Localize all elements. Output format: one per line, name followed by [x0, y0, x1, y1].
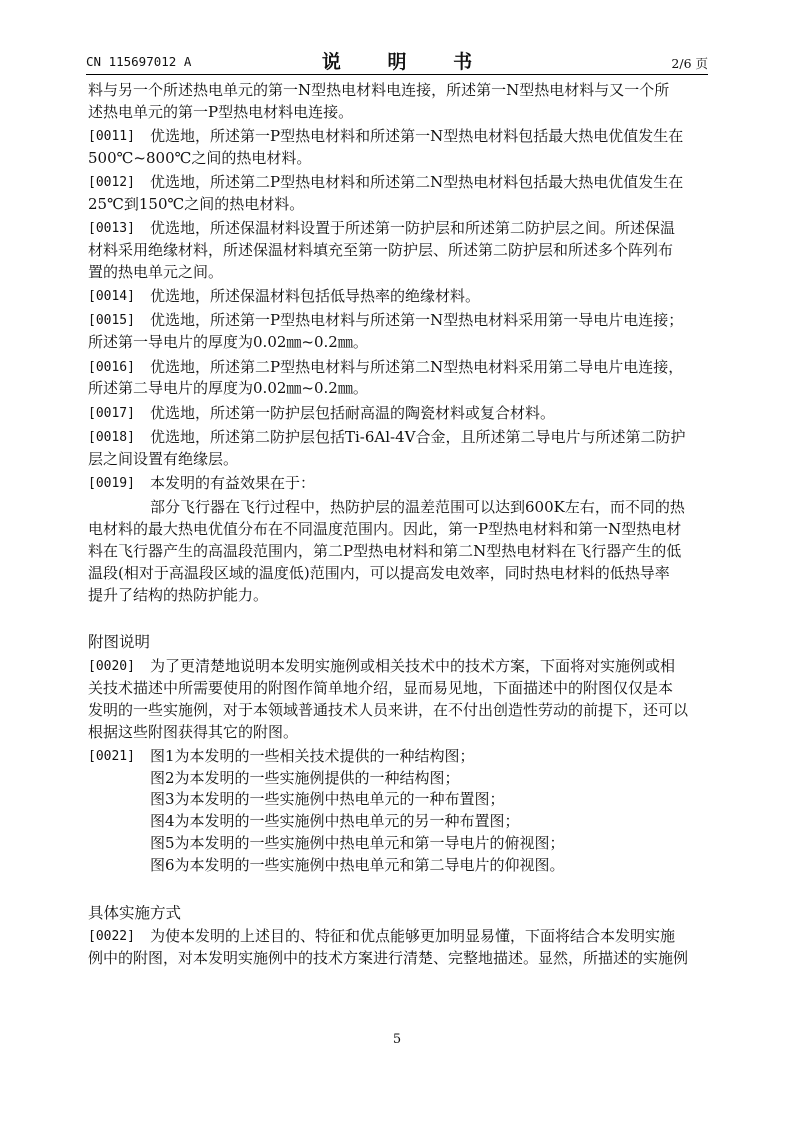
numbered-paragraph [88, 473, 708, 495]
paragraph-number: [0011] [88, 129, 135, 145]
text-line: 根据这些附图获得其它的附图。 [88, 722, 299, 741]
text-line: 优选地，所述第二P型热电材料与所述第二N型热电材料采用第二导电片电连接， [150, 357, 684, 376]
text-line: 为使本发明的上述目的、特征和优点能够更加明显易懂，下面将结合本发明实施 [150, 927, 676, 946]
text-line: 500℃~800℃之间的热电材料。 [88, 148, 312, 167]
text-line: 优选地，所述第一P型热电材料和所述第一N型热电材料包括最大热电优值发生在 [150, 127, 684, 146]
text-line: 所述第二导电片的厚度为0.02㎜~0.2㎜。 [88, 379, 368, 398]
paragraph-number: [0013] [88, 221, 135, 237]
text-line: 优选地，所述第二防护层包括Ti-6Al-4V合金，且所述第二导电片与所述第二防护 [150, 427, 686, 446]
paragraph-list [88, 126, 708, 495]
figure-caption-3: 图3为本发明的一些实施例中热电单元的一种布置图； [150, 790, 505, 809]
document-title: 说 明 书 [321, 51, 493, 73]
text-line: 层之间设置有绝缘层。 [88, 449, 239, 468]
header-rule [86, 74, 708, 75]
section-heading-figures: 附图说明 [88, 633, 151, 652]
text-line: 优选地，所述第一防护层包括耐高温的陶瓷材料或复合材料。 [150, 403, 556, 422]
numbered-paragraph [88, 357, 708, 401]
paragraph-0022 [88, 926, 708, 970]
text-line: 关技术描述中所需要使用的附图作简单地介绍，显而易见地，下面描述中的附图仅仅是本 [88, 678, 674, 697]
numbered-paragraph [88, 427, 708, 471]
paragraph-number: [0014] [88, 289, 135, 305]
figure-caption-5: 图5为本发明的一些实施例中热电单元和第一导电片的俯视图； [150, 834, 565, 852]
text-line: 述热电单元的第一P型热电材料电连接。 [88, 102, 354, 121]
paragraph-number: [0016] [88, 359, 135, 375]
numbered-paragraph [88, 218, 708, 283]
text-line: 置的热电单元之间。 [88, 262, 224, 281]
numbered-paragraph [88, 172, 708, 216]
page-number: 5 [392, 1032, 402, 1047]
text-line: 料在飞行器产生的高温段范围内，第二P型热电材料和第二N型热电材料在飞行器产生的低 [88, 541, 682, 560]
text-line: 优选地，所述保温材料包括低导热率的绝缘材料。 [150, 287, 481, 306]
text-line: 本发明的有益效果在于： [150, 474, 316, 493]
paragraph-number: [0019] [88, 476, 135, 492]
text-line: 电材料的最大热电优值分布在不同温度范围内。因此，第一P型热电材料和第一N型热电材 [88, 520, 682, 539]
numbered-paragraph [88, 310, 708, 354]
numbered-paragraph [88, 126, 708, 170]
text-line: 发明的一些实施例，对于本领域普通技术人员来讲，在不付出创造性劳动的前提下，还可以 [88, 700, 689, 719]
paragraph-number: [0020] [88, 659, 135, 675]
paragraph-number: [0022] [88, 929, 135, 945]
paragraph-number: [0015] [88, 313, 135, 329]
paragraph-number: [0021] [88, 748, 135, 764]
text-line: 提升了结构的热防护能力。 [88, 585, 269, 604]
numbered-paragraph [88, 403, 708, 425]
section-heading-embodiment: 具体实施方式 [88, 903, 182, 922]
text-line: 为了更清楚地说明本发明实施例或相关技术中的技术方案，下面将对实施例或相 [150, 657, 676, 676]
text-line: 料与另一个所述热电单元的第一N型热电材料电连接，所述第一N型热电材料与又一个所 [88, 81, 670, 99]
text-line: 优选地，所述第一P型热电材料与所述第一N型热电材料采用第一导电片电连接； [150, 311, 684, 330]
page-count: 2/6 页 [671, 56, 708, 71]
text-line: 所述第一导电片的厚度为0.02㎜~0.2㎜。 [88, 333, 368, 352]
text-line: 例中的附图，对本发明实施例中的技术方案进行清楚、完整地描述。显然，所描述的实施例 [88, 949, 689, 968]
paragraph-number: [0012] [88, 175, 135, 191]
figure-caption-4: 图4为本发明的一些实施例中热电单元的另一种布置图； [150, 812, 520, 831]
text-line: 温段(相对于高温段区域的温度低)范围内，可以提高发电效率，同时热电材料的低热导率 [88, 563, 670, 582]
figure-caption-6: 图6为本发明的一些实施例中热电单元和第二导电片的仰视图。 [150, 855, 565, 874]
text-line: 优选地，所述保温材料设置于所述第一防护层和所述第二防护层之间。所述保温 [150, 219, 676, 238]
paragraph-0021 [88, 746, 708, 877]
publication-number: CN 115697012 A [86, 54, 192, 69]
text-line: 优选地，所述第二P型热电材料和所述第二N型热电材料包括最大热电优值发生在 [150, 173, 684, 192]
document-body [88, 80, 708, 972]
text-line: 25℃到150℃之间的热电材料。 [88, 194, 305, 213]
paragraph-number: [0017] [88, 405, 135, 421]
paragraph-number: [0018] [88, 429, 135, 445]
text-line: 材料采用绝缘材料，所述保温材料填充至第一防护层、所述第二防护层和所述多个阵列布 [88, 241, 674, 260]
continued-paragraph [88, 80, 708, 124]
numbered-paragraph [88, 286, 708, 308]
figure-caption-2: 图2为本发明的一些实施例提供的一种结构图； [150, 768, 460, 787]
text-line: 部分飞行器在飞行过程中，热防护层的温差范围可以达到600K左右，而不同的热 [150, 498, 685, 517]
benefit-paragraph [88, 497, 708, 606]
page-header [86, 51, 708, 73]
figure-caption-1: 图1为本发明的一些相关技术提供的一种结构图； [150, 746, 475, 765]
paragraph-0020 [88, 656, 708, 743]
